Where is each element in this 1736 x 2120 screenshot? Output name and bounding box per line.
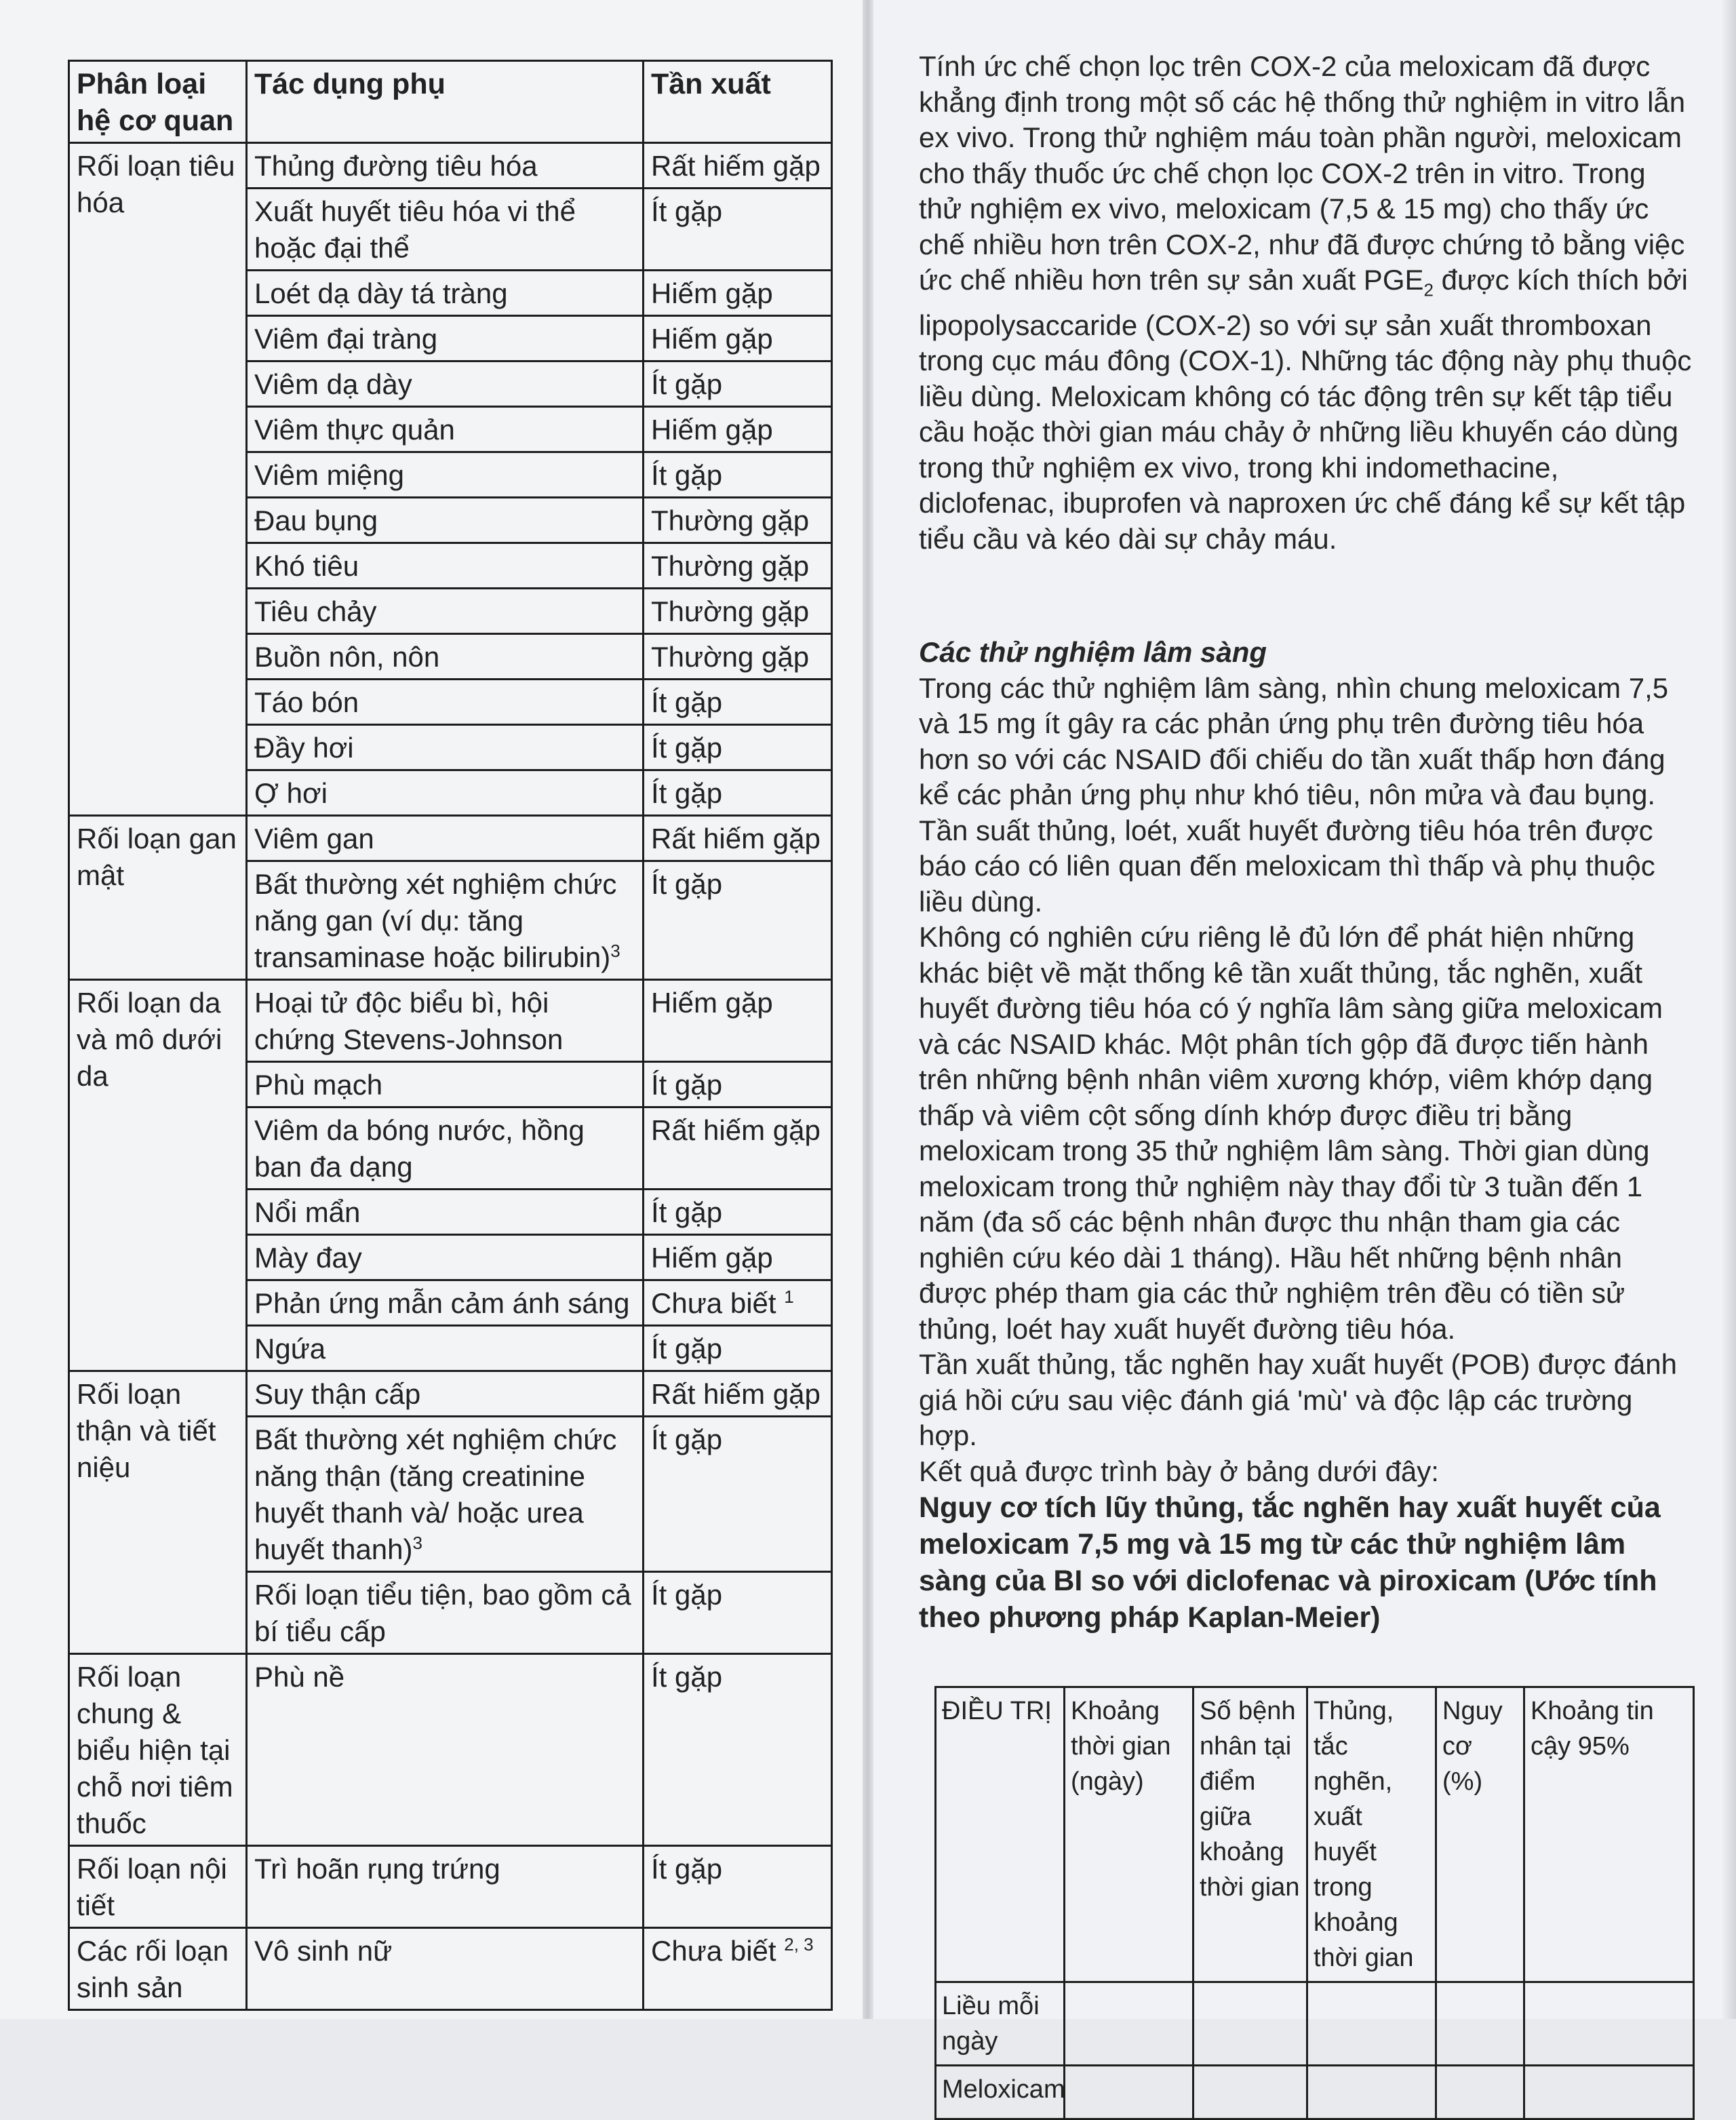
pob-header-risk: Nguy cơ (%) bbox=[1436, 1687, 1524, 1982]
footnote-marker: 2, 3 bbox=[784, 1934, 814, 1955]
frequency-cell bbox=[644, 1235, 832, 1280]
frequency-text: Ít gặp bbox=[651, 1069, 723, 1101]
adverse-effect-cell bbox=[247, 816, 644, 861]
adverse-reactions-table bbox=[68, 60, 833, 2011]
frequency-cell bbox=[644, 316, 832, 361]
frequency-text: Thường gặp bbox=[651, 550, 810, 582]
adverse-effect-text: Đầy hơi bbox=[254, 732, 354, 764]
frequency-cell bbox=[644, 1654, 832, 1846]
frequency-cell bbox=[644, 1062, 832, 1107]
frequency-cell bbox=[644, 1846, 832, 1928]
pob-header-row bbox=[936, 1687, 1694, 1982]
adverse-effect-cell bbox=[247, 770, 644, 816]
adverse-effect-cell bbox=[247, 861, 644, 980]
frequency-text: Rất hiếm gặp bbox=[651, 823, 821, 855]
footnote-marker: 1 bbox=[784, 1287, 794, 1307]
clinical-paragraph-2: Không có nghiên cứu riêng lẻ đủ lớn để phát hiện những khác biệt về mặt thống kê tần xuất thủng, tắc nghẽn, xuất huyết đường tiêu hóa có ý nghĩa lâm sàng giữa meloxicam và các NSAID khác. Một phân tích gộp đã được tiến hành trên những bệnh nhân viêm xương khớp, viêm khớp dạng thấp và viêm cột sống dính khớp được điều trị bằng meloxicam trong 35 thử nghiệm lâm sàng. Thời gian dùng meloxicam trong thử nghiệm này thay đổi từ 3 tuần đến 1 năm (đa số các bệnh nhân được thu nhận tham gia các nghiên cứu kéo dài 1 tháng). Hầu hết những bệnh nhân được phép tham gia các thử nghiệm trên đều có tiền sử thủng, loét hay xuất huyết đường tiêu hóa. bbox=[919, 921, 1663, 1345]
frequency-text: Thường gặp bbox=[651, 505, 810, 536]
adverse-effect-text: Tiêu chảy bbox=[254, 595, 377, 627]
frequency-text: Chưa biết bbox=[651, 1935, 776, 1967]
para1-text-b: được kích thích bởi lipopolysaccaride (COX-2) so với sự sản xuất thromboxan trong cục máu đông (COX-1). Những tác động này phụ thuộc liều dùng. Meloxicam không có tác động trên sự kết tập tiểu cầu hoặc thời gian máu chảy ở những liều khuyến cáo dùng trong thử nghiệm ex vivo, trong khi indomethacine, diclofenac, ibuprofen và naproxen ức chế đáng kể sự kết tập tiểu cầu và kéo dài sự chảy máu. bbox=[919, 264, 1692, 555]
frequency-cell bbox=[644, 189, 832, 271]
frequency-cell bbox=[644, 816, 832, 861]
frequency-cell bbox=[644, 770, 832, 816]
adverse-effect-text: Bất thường xét nghiệm chức năng gan (ví dụ: tăng transaminase hoặc bilirubin) bbox=[254, 868, 617, 973]
adverse-effect-text: Mày đay bbox=[254, 1242, 362, 1274]
footnote-marker: 3 bbox=[412, 1533, 422, 1553]
table-row bbox=[69, 1654, 832, 1846]
pob-cell bbox=[1194, 2066, 1307, 2119]
frequency-text: Thường gặp bbox=[651, 641, 810, 673]
table-row bbox=[69, 816, 832, 861]
adverse-effect-text: Phản ứng mẫn cảm ánh sáng bbox=[254, 1287, 630, 1319]
pob-cell bbox=[1194, 1982, 1307, 2066]
pob-header-patients: Số bệnh nhân tại điểm giữa khoảng thời gian bbox=[1194, 1687, 1307, 1982]
frequency-text: Hiếm gặp bbox=[651, 414, 773, 446]
adverse-effect-text: Trì hoãn rụng trứng bbox=[254, 1853, 500, 1885]
frequency-cell bbox=[644, 589, 832, 634]
pob-cell bbox=[1524, 1982, 1694, 2066]
adverse-effect-cell bbox=[247, 1417, 644, 1572]
frequency-cell bbox=[644, 1280, 832, 1326]
frequency-text: Ít gặp bbox=[651, 868, 723, 900]
adverse-effect-text: Viêm da bóng nước, hồng ban đa dạng bbox=[254, 1114, 585, 1183]
pob-header-events: Thủng, tắc nghẽn, xuất huyết trong khoảng thời gian bbox=[1307, 1687, 1436, 1982]
adverse-effect-cell bbox=[247, 980, 644, 1062]
adverse-effect-cell bbox=[247, 143, 644, 189]
section-heading: Các thử nghiệm lâm sàng bbox=[919, 636, 1267, 668]
frequency-text: Ít gặp bbox=[651, 1424, 723, 1455]
frequency-text: Ít gặp bbox=[651, 686, 723, 718]
frequency-cell bbox=[644, 1371, 832, 1417]
pob-header-treatment: ĐIỀU TRỊ bbox=[936, 1687, 1065, 1982]
adverse-effect-cell bbox=[247, 1371, 644, 1417]
frequency-text: Thường gặp bbox=[651, 595, 810, 627]
adverse-effect-text: Buồn nôn, nôn bbox=[254, 641, 440, 673]
risk-table-title: Nguy cơ tích lũy thủng, tắc nghẽn hay xuất huyết của meloxicam 7,5 mg và 15 mg từ các thử nghiệm lâm sàng của BI so với diclofenac và piroxicam (Ước tính theo phương pháp Kaplan-Meier) bbox=[919, 1491, 1661, 1634]
adverse-effect-cell bbox=[247, 634, 644, 680]
adverse-effect-cell bbox=[247, 589, 644, 634]
frequency-cell bbox=[644, 361, 832, 407]
adverse-effect-text: Viêm thực quản bbox=[254, 414, 455, 446]
adverse-effect-cell bbox=[247, 498, 644, 543]
frequency-text: Ít gặp bbox=[651, 368, 723, 400]
frequency-text: Ít gặp bbox=[651, 777, 723, 809]
frequency-cell bbox=[644, 725, 832, 770]
frequency-text: Hiếm gặp bbox=[651, 1242, 773, 1274]
adverse-effect-cell bbox=[247, 316, 644, 361]
adverse-effect-text: Phù nề bbox=[254, 1661, 345, 1693]
adverse-effect-text: Nổi mẩn bbox=[254, 1196, 361, 1228]
frequency-cell bbox=[644, 634, 832, 680]
clinical-trials-section bbox=[919, 635, 1692, 1636]
pob-cell bbox=[1065, 1982, 1194, 2066]
adverse-effect-cell bbox=[247, 1928, 644, 2010]
clinical-paragraph-3: Tần xuất thủng, tắc nghẽn hay xuất huyết (POB) được đánh giá hồi cứu sau việc đánh giá 'mù' và độc lập các trường hợp. bbox=[919, 1348, 1678, 1451]
adverse-effect-text: Hoại tử độc biểu bì, hội chứng Stevens-Johnson bbox=[254, 987, 564, 1055]
adverse-effect-text: Ngứa bbox=[254, 1333, 326, 1365]
pob-dose-label: Liều mỗi ngày bbox=[936, 1982, 1065, 2066]
frequency-text: Ít gặp bbox=[651, 732, 723, 764]
adverse-effect-text: Bất thường xét nghiệm chức năng thận (tăng creatinine huyết thanh và/ hoặc urea huyết thanh) bbox=[254, 1424, 617, 1565]
organ-system-cell: Rối loạn thận và tiết niệu bbox=[69, 1371, 247, 1654]
frequency-cell bbox=[644, 980, 832, 1062]
table-row bbox=[69, 980, 832, 1062]
frequency-text: Ít gặp bbox=[651, 459, 723, 491]
frequency-text: Ít gặp bbox=[651, 1579, 723, 1611]
frequency-text: Ít gặp bbox=[651, 1853, 723, 1885]
frequency-cell bbox=[644, 143, 832, 189]
frequency-text: Ít gặp bbox=[651, 1333, 723, 1365]
adverse-effect-cell bbox=[247, 271, 644, 316]
adverse-effect-cell bbox=[247, 1107, 644, 1190]
frequency-cell bbox=[644, 1928, 832, 2010]
organ-system-cell: Rối loạn nội tiết bbox=[69, 1846, 247, 1928]
frequency-text: Ít gặp bbox=[651, 1661, 723, 1693]
adverse-effect-text: Rối loạn tiểu tiện, bao gồm cả bí tiểu cấp bbox=[254, 1579, 631, 1647]
page-fold bbox=[863, 0, 873, 2019]
adverse-effect-cell bbox=[247, 1235, 644, 1280]
adverse-effect-cell bbox=[247, 1846, 644, 1928]
frequency-cell bbox=[644, 1107, 832, 1190]
frequency-text: Hiếm gặp bbox=[651, 987, 773, 1019]
frequency-cell bbox=[644, 271, 832, 316]
pob-dose-row bbox=[936, 1982, 1694, 2066]
frequency-text: Rất hiếm gặp bbox=[651, 1378, 821, 1410]
frequency-text: Ít gặp bbox=[651, 1196, 723, 1228]
frequency-cell bbox=[644, 861, 832, 980]
adverse-effect-text: Xuất huyết tiêu hóa vi thể hoặc đại thể bbox=[254, 195, 576, 264]
pob-cell bbox=[1524, 2066, 1694, 2119]
pob-cell bbox=[1436, 1982, 1524, 2066]
pob-meloxicam-row bbox=[936, 2066, 1694, 2119]
organ-system-cell: Rối loạn chung & biểu hiện tại chỗ nơi tiêm thuốc bbox=[69, 1654, 247, 1846]
para1-text-a: Tính ức chế chọn lọc trên COX-2 của meloxicam đã được khẳng định trong một số các hệ thống thử nghiệm in vitro lẫn ex vivo. Trong thử nghiệm máu toàn phần người, meloxicam cho thấy thuốc ức chế chọn lọc COX-2 trên in vitro. Trong thử nghiệm ex vivo, meloxicam (7,5 & 15 mg) cho thấy ức chế nhiều hơn trên COX-2, như đã được chứng tỏ bằng việc ức chế nhiều hơn trên sự sản xuất PGE bbox=[919, 50, 1686, 296]
adverse-effect-cell bbox=[247, 407, 644, 452]
frequency-cell bbox=[644, 407, 832, 452]
clinical-paragraph-1: Trong các thử nghiệm lâm sàng, nhìn chung meloxicam 7,5 và 15 mg ít gây ra các phản ứng phụ trên đường tiêu hóa hơn so với các NSAID đối chiếu do tần xuất thấp hơn đáng kể các phản ứng phụ như khó tiêu, nôn mửa và đau bụng. Tần suất thủng, loét, xuất huyết đường tiêu hóa trên được báo cáo có liên quan đến meloxicam thì thấp và phụ thuộc liều dùng. bbox=[919, 671, 1669, 918]
adverse-effect-text: Suy thận cấp bbox=[254, 1378, 421, 1410]
adverse-effect-text: Đau bụng bbox=[254, 505, 378, 536]
pob-header-interval: Khoảng thời gian (ngày) bbox=[1065, 1687, 1194, 1982]
organ-system-cell: Rối loạn da và mô dưới da bbox=[69, 980, 247, 1371]
adverse-effect-cell bbox=[247, 189, 644, 271]
frequency-text: Rất hiếm gặp bbox=[651, 150, 821, 182]
table-header-row bbox=[69, 61, 832, 143]
frequency-text: Chưa biết bbox=[651, 1287, 776, 1319]
adverse-effect-text: Vô sinh nữ bbox=[254, 1935, 393, 1967]
frequency-cell bbox=[644, 680, 832, 725]
adverse-effect-text: Viêm đại tràng bbox=[254, 323, 438, 355]
adverse-effect-cell bbox=[247, 725, 644, 770]
pob-cell bbox=[1065, 2066, 1194, 2119]
header-adverse-effect: Tác dụng phụ bbox=[247, 61, 644, 143]
table-row bbox=[69, 1371, 832, 1417]
organ-system-cell: Các rối loạn sinh sản bbox=[69, 1928, 247, 2010]
adverse-effect-cell bbox=[247, 1062, 644, 1107]
adverse-effect-cell bbox=[247, 452, 644, 498]
adverse-effect-cell bbox=[247, 680, 644, 725]
frequency-text: Hiếm gặp bbox=[651, 323, 773, 355]
para1-subscript: 2 bbox=[1423, 279, 1434, 300]
organ-system-cell: Rối loạn gan mật bbox=[69, 816, 247, 980]
frequency-cell bbox=[644, 1417, 832, 1572]
pob-cell bbox=[1307, 2066, 1436, 2119]
adverse-effect-cell bbox=[247, 1280, 644, 1326]
frequency-cell bbox=[644, 1190, 832, 1235]
frequency-text: Ít gặp bbox=[651, 195, 723, 227]
frequency-cell bbox=[644, 1326, 832, 1371]
frequency-cell bbox=[644, 1572, 832, 1654]
adverse-reactions-body bbox=[69, 143, 832, 2010]
adverse-effect-text: Thủng đường tiêu hóa bbox=[254, 150, 538, 182]
pob-risk-table bbox=[934, 1686, 1695, 2120]
pob-meloxicam-label: Meloxicam bbox=[936, 2066, 1065, 2119]
table-row bbox=[69, 1928, 832, 2010]
adverse-effect-text: Ợ hơi bbox=[254, 777, 328, 809]
adverse-effect-text: Loét dạ dày tá tràng bbox=[254, 277, 508, 309]
frequency-cell bbox=[644, 498, 832, 543]
table-row bbox=[69, 1846, 832, 1928]
adverse-effect-text: Viêm dạ dày bbox=[254, 368, 412, 400]
frequency-text: Hiếm gặp bbox=[651, 277, 773, 309]
table-row bbox=[69, 143, 832, 189]
adverse-effect-cell bbox=[247, 361, 644, 407]
adverse-effect-cell bbox=[247, 1654, 644, 1846]
pob-cell bbox=[1307, 1982, 1436, 2066]
pob-header-ci: Khoảng tin cậy 95% bbox=[1524, 1687, 1694, 1982]
selectivity-paragraph bbox=[919, 49, 1692, 557]
adverse-effect-cell bbox=[247, 1190, 644, 1235]
header-frequency: Tần xuất bbox=[644, 61, 832, 143]
organ-system-cell: Rối loạn tiêu hóa bbox=[69, 143, 247, 816]
adverse-effect-text: Khó tiêu bbox=[254, 550, 359, 582]
adverse-effect-text: Táo bón bbox=[254, 686, 359, 718]
adverse-effect-cell bbox=[247, 543, 644, 589]
adverse-effect-cell bbox=[247, 1572, 644, 1654]
header-organ-system: Phân loại hệ cơ quan bbox=[69, 61, 247, 143]
adverse-effect-text: Phù mạch bbox=[254, 1069, 383, 1101]
adverse-effect-cell bbox=[247, 1326, 644, 1371]
pob-cell bbox=[1436, 2066, 1524, 2119]
page-edge bbox=[1721, 0, 1736, 2019]
clinical-paragraph-4: Kết quả được trình bày ở bảng dưới đây: bbox=[919, 1455, 1439, 1487]
footnote-marker: 3 bbox=[610, 941, 620, 961]
frequency-cell bbox=[644, 452, 832, 498]
frequency-text: Rất hiếm gặp bbox=[651, 1114, 821, 1146]
frequency-cell bbox=[644, 543, 832, 589]
adverse-effect-text: Viêm gan bbox=[254, 823, 374, 855]
adverse-effect-text: Viêm miệng bbox=[254, 459, 404, 491]
